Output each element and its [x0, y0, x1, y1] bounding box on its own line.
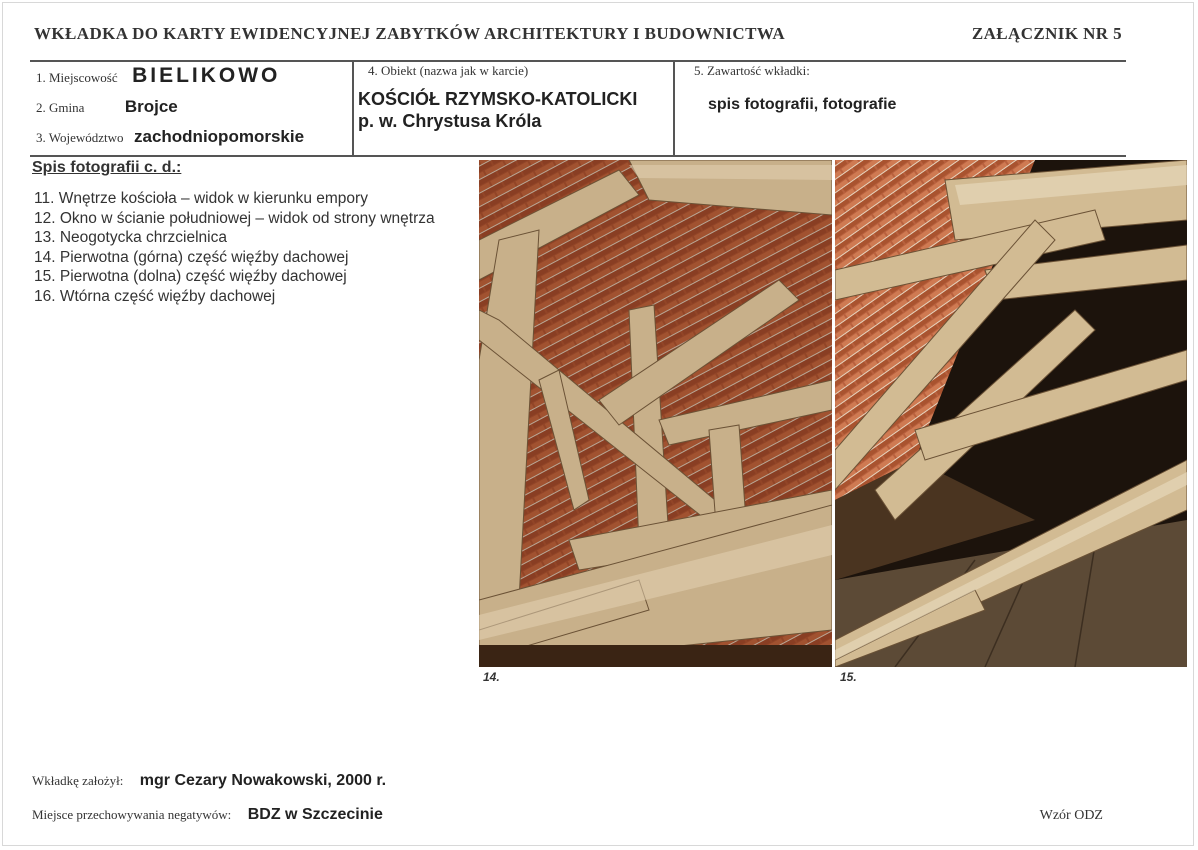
template-mark: Wzór ODZ	[1039, 808, 1103, 823]
annex-number: ZAŁĄCZNIK NR 5	[971, 24, 1122, 43]
locality-field	[36, 64, 280, 88]
photo-roof-truss-lower	[835, 160, 1187, 667]
list-item: 11. Wnętrze kościoła – widok w kierunku empory	[34, 190, 368, 207]
object-label: 4. Obiekt (nazwa jak w karcie)	[368, 63, 529, 78]
photo-list	[34, 189, 435, 306]
author-label: Wkładkę założył:	[32, 773, 124, 788]
author-value: mgr Cezary Nowakowski, 2000 r.	[139, 772, 387, 789]
photo-14-label: 14.	[483, 670, 500, 684]
storage-value: BDZ w Szczecinie	[247, 806, 383, 823]
photo-roof-truss-upper	[479, 160, 832, 667]
object-name-line1: KOŚCIÓŁ RZYMSKO-KATOLICKI	[358, 89, 638, 109]
voivodeship-value: zachodniopomorskie	[134, 127, 305, 146]
voivodeship-field	[36, 127, 304, 147]
list-item: 15. Pierwotna (dolna) część więźby dachowej	[34, 268, 347, 285]
list-item: 12. Okno w ścianie południowej – widok od strony wnętrza	[34, 209, 435, 227]
commune-field	[36, 97, 178, 117]
list-item: 16. Wtórna część więźby dachowej	[34, 287, 276, 305]
voivodeship-label: 3. Województwo	[36, 130, 124, 145]
header-rule-top	[30, 60, 1126, 62]
object-name	[358, 88, 637, 132]
column-divider-2	[673, 60, 675, 157]
author-line	[32, 772, 386, 790]
commune-value: Brojce	[124, 97, 178, 116]
list-item: 14. Pierwotna (górna) część więźby dachowej	[34, 248, 349, 266]
header-rule-bottom	[30, 155, 1126, 157]
list-item: 13. Neogotycka chrzcielnica	[34, 229, 227, 246]
form-title: WKŁADKA DO KARTY EWIDENCYJNEJ ZABYTKÓW ARCHITEKTURY I BUDOWNICTWA	[34, 24, 786, 43]
column-divider-1	[352, 60, 354, 157]
photo-15-label: 15.	[840, 670, 857, 684]
locality-label: 1. Miejscowość	[36, 70, 118, 85]
object-name-line2: p. w. Chrystusa Króla	[358, 111, 542, 131]
storage-label: Miejsce przechowywania negatywów:	[32, 807, 232, 822]
locality-value: BIELIKOWO	[132, 64, 281, 87]
photo-list-heading: Spis fotografii c. d.:	[32, 159, 182, 176]
commune-label: 2. Gmina	[36, 100, 85, 115]
storage-line	[32, 806, 383, 824]
contents-value: spis fotografii, fotografie	[708, 96, 897, 113]
contents-label: 5. Zawartość wkładki:	[694, 63, 810, 78]
